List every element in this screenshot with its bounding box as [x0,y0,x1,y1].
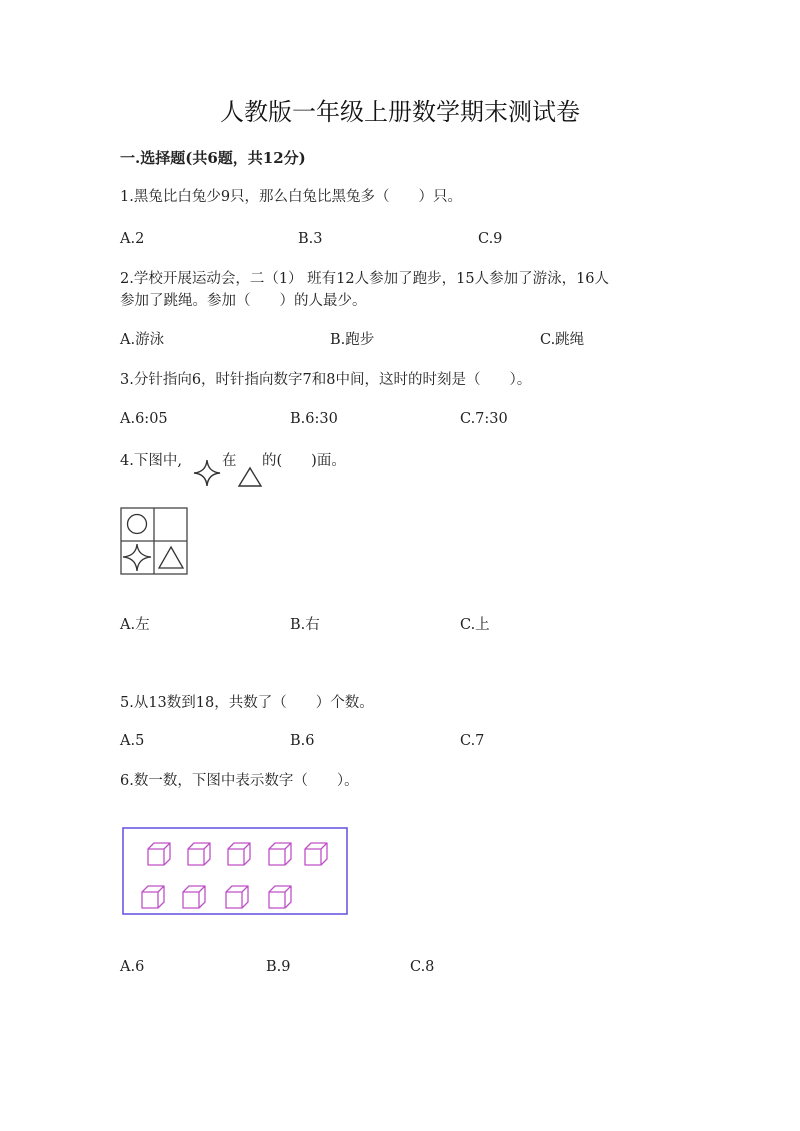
q1-option-c: C.9 [478,231,503,247]
section-heading: 一.选择题(共6题，共12分) [120,149,306,167]
cube-icon [269,843,291,865]
question-4-prefix: 4.下图中, [120,453,182,469]
cube-icon [269,886,291,908]
cube-icon [226,886,248,908]
q2-option-b: B.跑步 [330,332,375,348]
star-icon [192,458,222,488]
q3-option-b: B.6:30 [290,411,338,427]
page-title: 人教版一年级上册数学期末测试卷 [220,98,580,126]
q2-option-c: C.跳绳 [540,332,585,348]
q3-option-a: A.6:05 [120,411,168,427]
question-4-suffix: 的( )面。 [262,453,346,469]
question-5: 5.从13数到18，共数了（ ）个数。 [120,695,374,711]
cube-frame [123,828,347,914]
cube-icon [148,843,170,865]
question-6: 6.数一数，下图中表示数字（ ）。 [120,773,359,789]
shape-grid [120,507,188,575]
cube-icon [188,843,210,865]
q3-option-c: C.7:30 [460,411,508,427]
cube-icon [228,843,250,865]
q5-option-a: A.5 [120,733,145,749]
q5-option-b: B.6 [290,733,315,749]
cube-figure [120,826,350,916]
question-2-line-2: 参加了跳绳。参加（ ）的人最少。 [120,293,367,309]
cube-icon [183,886,205,908]
q4-option-c: C.上 [460,617,490,633]
q1-option-b: B.3 [298,231,323,247]
q1-option-a: A.2 [120,231,145,247]
cube-icon [142,886,164,908]
question-2-line-1: 2.学校开展运动会，二（1） 班有12人参加了跑步，15人参加了游泳，16人 [120,271,610,287]
circle-icon [128,515,147,534]
q2-option-a: A.游泳 [120,332,165,348]
grid-triangle-icon [159,547,183,568]
cube-icon [305,843,327,865]
q6-option-c: C.8 [410,959,435,975]
q5-option-c: C.7 [460,733,485,749]
q4-option-b: B.右 [290,617,320,633]
question-1: 1.黑兔比白兔少9只，那么白兔比黑兔多（ ）只。 [120,189,463,205]
question-4-mid: 在 [222,453,237,469]
q6-option-a: A.6 [120,959,145,975]
triangle-icon [237,466,263,488]
question-3: 3.分针指向6，时针指向数字7和8中间，这时的时刻是（ ）。 [120,372,532,388]
q4-option-a: A.左 [120,617,150,633]
grid-star-icon [123,544,151,571]
q6-option-b: B.9 [266,959,291,975]
